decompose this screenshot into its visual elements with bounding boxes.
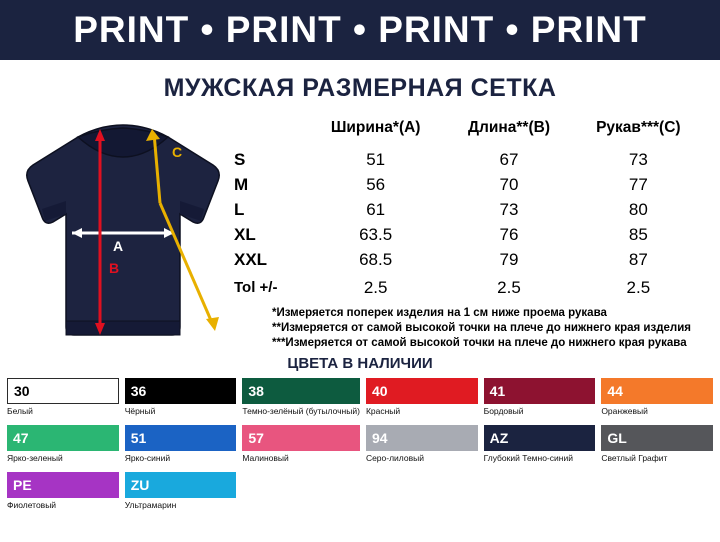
value-length: 76 (499, 224, 519, 244)
tolerance-width: 2.5 (363, 277, 388, 297)
value-sleeve: 77 (628, 174, 648, 194)
color-code: 51 (130, 430, 147, 446)
color-name: Светлый Графит (601, 453, 668, 463)
page-title: МУЖСКАЯ РАЗМЕРНАЯ СЕТКА (163, 74, 557, 102)
color-swatch[interactable] (366, 378, 478, 420)
value-sleeve: 73 (628, 149, 648, 169)
table-header-row (232, 119, 704, 147)
note-b: **Измеряется от самой высокой точки на плече до нижнего края изделия (272, 322, 691, 334)
value-width: 63.5 (359, 224, 393, 244)
value-width: 56 (366, 174, 386, 194)
measurement-notes (232, 306, 712, 351)
color-chip[interactable] (7, 425, 119, 451)
column-header-length: Длина**(B) (468, 119, 550, 136)
label-b: B (109, 260, 120, 276)
value-sleeve: 85 (628, 224, 648, 244)
size-table (232, 119, 704, 300)
table-row (232, 247, 704, 272)
color-chip[interactable] (601, 425, 713, 451)
color-code: 57 (248, 430, 264, 446)
color-code: ZU (130, 477, 150, 493)
color-name: Глубокий Темно-синий (483, 453, 573, 463)
table-row (232, 172, 704, 197)
color-swatch[interactable] (366, 425, 478, 467)
label-a: A (112, 238, 124, 254)
value-width: 51 (366, 149, 386, 169)
color-name: Чёрный (124, 406, 156, 416)
tolerance-sleeve: 2.5 (626, 277, 651, 297)
color-chip[interactable] (242, 378, 360, 404)
color-name: Ярко-синий (124, 453, 171, 463)
table-row (232, 222, 704, 247)
column-header-width: Ширина*(A) (330, 119, 421, 136)
size-label: M (234, 174, 249, 194)
color-name: Темно-зелёный (бутылочный) (242, 406, 360, 416)
value-sleeve: 87 (628, 249, 648, 269)
color-code: 47 (13, 430, 29, 446)
color-swatch[interactable] (484, 378, 596, 420)
value-length: 70 (499, 174, 519, 194)
value-length: 79 (499, 249, 519, 269)
size-label: L (234, 199, 245, 219)
sweatshirt-graphic (8, 113, 238, 353)
color-swatch[interactable] (242, 378, 360, 420)
color-code: 30 (14, 383, 30, 399)
color-name: Ультрамарин (124, 500, 177, 510)
value-length: 67 (499, 149, 519, 169)
color-code: 38 (248, 383, 264, 399)
color-swatch[interactable] (7, 472, 119, 514)
color-swatch[interactable] (601, 378, 713, 420)
value-length: 73 (499, 199, 519, 219)
header-band (0, 0, 720, 60)
color-swatch[interactable] (242, 425, 360, 467)
table-row-tolerance (232, 272, 704, 300)
color-name: Серо-лиловый (365, 453, 424, 463)
color-swatch[interactable] (7, 425, 119, 467)
color-code: 41 (489, 383, 506, 399)
color-name: Красный (365, 406, 401, 416)
garment-illustration (8, 113, 238, 353)
color-swatch[interactable] (125, 425, 237, 467)
color-swatch[interactable] (7, 378, 119, 420)
color-code: AZ (489, 430, 509, 446)
color-swatch[interactable] (125, 378, 237, 420)
color-chip[interactable] (601, 378, 713, 404)
color-chip[interactable] (366, 425, 478, 451)
color-name: Фиолетовый (7, 500, 57, 510)
tolerance-length: 2.5 (497, 277, 521, 297)
size-label: XXL (234, 249, 268, 269)
color-chip[interactable] (7, 472, 119, 498)
size-chart (232, 119, 712, 351)
tolerance-label: Tol +/- (234, 279, 278, 296)
color-chip[interactable] (7, 378, 119, 404)
color-chip[interactable] (125, 472, 237, 498)
color-name: Оранжевый (601, 406, 648, 416)
size-label: XL (234, 224, 256, 244)
color-chip[interactable] (484, 378, 596, 404)
value-width: 68.5 (359, 249, 393, 269)
print-band-text: PRINT • PRINT • PRINT • PRINT (73, 9, 647, 50)
color-name: Ярко-зеленый (7, 453, 63, 463)
color-code: PE (13, 477, 32, 493)
column-header-size (232, 119, 306, 147)
label-c: C (172, 144, 183, 160)
color-chip[interactable] (125, 378, 237, 404)
value-sleeve: 80 (628, 199, 648, 219)
color-code: 94 (371, 430, 388, 446)
color-code: 36 (130, 383, 147, 399)
color-swatch[interactable] (601, 425, 713, 467)
column-header-sleeve: Рукав***(C) (596, 119, 681, 136)
color-chip[interactable] (242, 425, 360, 451)
color-code: 44 (607, 383, 623, 399)
note-a: *Измеряется поперек изделия на 1 см ниже проема рукава (272, 307, 607, 319)
value-width: 61 (366, 199, 386, 219)
main-content (0, 103, 720, 353)
color-swatch[interactable] (484, 425, 596, 467)
color-swatch-grid (7, 378, 713, 514)
color-chip[interactable] (484, 425, 596, 451)
note-c: ***Измеряется от самой высокой точки на плече до нижнего края рукава (272, 337, 687, 349)
color-code: 40 (371, 383, 388, 399)
color-chip[interactable] (125, 425, 237, 451)
color-swatch[interactable] (125, 472, 237, 514)
table-row (232, 147, 704, 172)
color-name: Белый (7, 406, 33, 416)
colors-section-title: ЦВЕТА В НАЛИЧИИ (287, 355, 433, 372)
color-chip[interactable] (366, 378, 478, 404)
color-code: GL (607, 430, 627, 446)
color-name: Бордовый (483, 406, 524, 416)
table-row (232, 197, 704, 222)
color-name: Малиновый (242, 453, 289, 463)
size-label: S (234, 149, 246, 169)
